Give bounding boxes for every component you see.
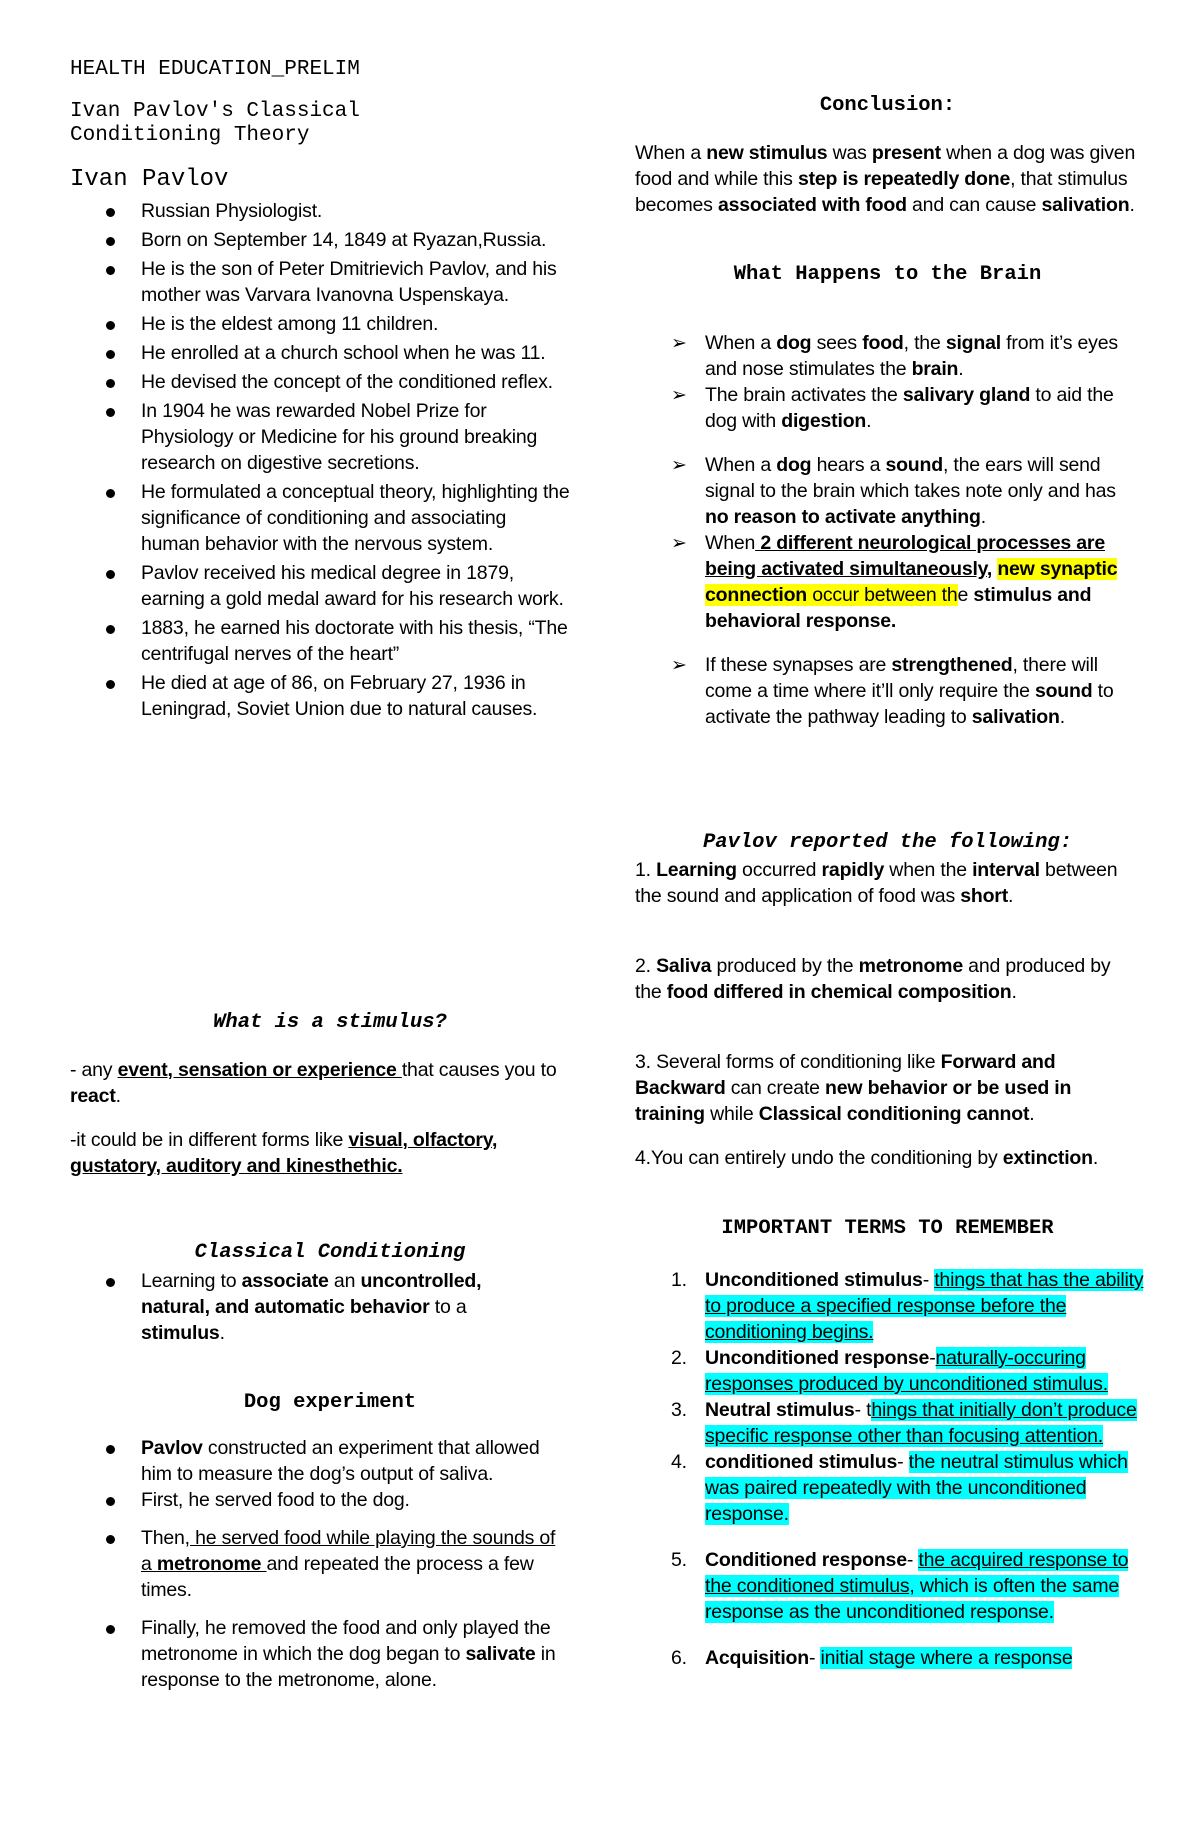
list-item: He devised the concept of the conditioned reflex. bbox=[70, 369, 570, 395]
list-item: 2. Unconditioned response-naturally-occuring responses produced by unconditioned stimulus. bbox=[671, 1347, 1108, 1395]
arrow-bullet-icon: ➢ bbox=[671, 654, 687, 676]
list-item: He died at age of 86, on February 27, 1936 in Leningrad, Soviet Union due to natural causes. bbox=[70, 670, 570, 722]
classical-conditioning-heading: Classical Conditioning bbox=[194, 1241, 466, 1264]
list-item: Then, he served food while playing the sounds of a metronome and repeated the process a few times. bbox=[70, 1525, 570, 1603]
stimulus-heading: What is a stimulus? bbox=[213, 1011, 447, 1034]
bullet-icon bbox=[106, 266, 115, 275]
conclusion-heading: Conclusion: bbox=[819, 94, 956, 117]
list-item: ➢ When a dog sees food, the signal from it’s eyes and nose stimulates the brain. bbox=[671, 332, 1118, 380]
bullet-icon bbox=[106, 625, 115, 634]
conclusion-paragraph: When a new stimulus was present when a dog was given food and while this step is repeatedly done, that stimulus becomes associated with food and can cause salivation. bbox=[635, 142, 1136, 216]
list-item: ➢ If these synapses are strengthened, there will come a time where it’ll only require the sound to activate the pathway leading to salivation. bbox=[671, 654, 1114, 728]
stimulus-forms: -it could be in different forms like visual, olfactory, gustatory, auditory and kinesthethic. bbox=[70, 1129, 498, 1177]
list-item: He formulated a conceptual theory, highlighting the significance of conditioning and associating human behavior with the nervous system. bbox=[70, 479, 570, 557]
subtitle-line-1: Ivan Pavlov's Classical bbox=[70, 100, 360, 123]
bullet-icon bbox=[106, 1497, 115, 1506]
arrow-bullet-icon: ➢ bbox=[671, 532, 687, 554]
reported-item-4: 4.You can entirely undo the conditioning by extinction. bbox=[635, 1147, 1099, 1169]
arrow-bullet-icon: ➢ bbox=[671, 454, 687, 476]
important-terms-list bbox=[635, 1267, 1145, 1671]
bullet-icon bbox=[106, 1625, 115, 1634]
dog-experiment-heading: Dog experiment bbox=[243, 1391, 417, 1414]
list-item: 3. Neutral stimulus- things that initially don’t produce specific response other than focusing attention. bbox=[671, 1399, 1137, 1447]
biography-list bbox=[70, 198, 570, 725]
list-item: He is the son of Peter Dmitrievich Pavlov, and his mother was Varvara Ivanovna Uspenskaya. bbox=[70, 256, 570, 308]
list-item: 1. Unconditioned stimulus- things that has the ability to produce a specified response before the conditioning begins. bbox=[671, 1269, 1144, 1343]
arrow-bullet-icon: ➢ bbox=[671, 384, 687, 406]
bullet-icon bbox=[106, 208, 115, 217]
reported-item-3: 3. Several forms of conditioning like Forward and Backward can create new behavior or be used in training while Classical conditioning cannot. bbox=[635, 1051, 1072, 1125]
list-item: First, he served food to the dog. bbox=[70, 1487, 570, 1513]
list-item: Pavlov constructed an experiment that allowed him to measure the dog’s output of saliva. bbox=[70, 1435, 570, 1487]
reported-item-2: 2. Saliva produced by the metronome and produced by the food differed in chemical composition. bbox=[635, 955, 1111, 1003]
bullet-icon bbox=[106, 237, 115, 246]
reported-item-1: 1. Learning occurred rapidly when the interval between the sound and application of food was short. bbox=[635, 859, 1118, 907]
bullet-icon bbox=[106, 570, 115, 579]
list-item: ➢ When 2 different neurological processes are being activated simultaneously, new synaptic connection occur between the stimulus and behavioral response. bbox=[671, 532, 1118, 632]
list-item: 5. Conditioned response- the acquired response to the conditioned stimulus, which is often the same response as the unconditioned response. bbox=[671, 1549, 1129, 1623]
reported-heading: Pavlov reported the following: bbox=[702, 831, 1073, 854]
list-item: 6. Acquisition- initial stage where a response bbox=[671, 1647, 1073, 1669]
list-item: Pavlov received his medical degree in 1879, earning a gold medal award for his research work. bbox=[70, 560, 570, 612]
brain-steps-list bbox=[635, 330, 1140, 730]
list-item: ➢ The brain activates the salivary gland to aid the dog with digestion. bbox=[671, 384, 1114, 432]
list-item: Born on September 14, 1849 at Ryazan,Russia. bbox=[70, 227, 570, 253]
list-item: In 1904 he was rewarded Nobel Prize for Physiology or Medicine for his ground breaking research on digestive secretions. bbox=[70, 398, 570, 476]
bullet-icon bbox=[106, 1445, 115, 1454]
bullet-icon bbox=[106, 350, 115, 359]
list-item: Finally, he removed the food and only played the metronome in which the dog began to salivate in response to the metronome, alone. bbox=[70, 1615, 570, 1693]
list-item: He enrolled at a church school when he was 11. bbox=[70, 340, 570, 366]
bullet-icon bbox=[106, 408, 115, 417]
classical-conditioning-list bbox=[70, 1268, 570, 1349]
bullet-icon bbox=[106, 489, 115, 498]
dog-experiment-list bbox=[70, 1435, 570, 1696]
list-item: Russian Physiologist. bbox=[70, 198, 570, 224]
name-heading: Ivan Pavlov bbox=[70, 166, 229, 193]
bullet-icon bbox=[106, 379, 115, 388]
arrow-bullet-icon: ➢ bbox=[671, 332, 687, 354]
bullet-icon bbox=[106, 680, 115, 689]
important-terms-heading: IMPORTANT TERMS TO REMEMBER bbox=[721, 1217, 1054, 1240]
bullet-icon bbox=[106, 321, 115, 330]
stimulus-definition: - any event, sensation or experience that causes you to react. bbox=[70, 1059, 557, 1107]
subtitle-line-2: Conditioning Theory bbox=[70, 124, 310, 147]
list-item: Learning to associate an uncontrolled, natural, and automatic behavior to a stimulus. bbox=[70, 1268, 570, 1346]
list-item: 4. conditioned stimulus- the neutral stimulus which was paired repeatedly with the unconditioned response. bbox=[671, 1451, 1128, 1525]
list-item: 1883, he earned his doctorate with his thesis, “The centrifugal nerves of the heart” bbox=[70, 615, 570, 667]
bullet-icon bbox=[106, 1535, 115, 1544]
bullet-icon bbox=[106, 1278, 115, 1287]
brain-heading: What Happens to the Brain bbox=[733, 263, 1042, 286]
document-title: HEALTH EDUCATION_PRELIM bbox=[70, 58, 360, 81]
list-item: ➢ When a dog hears a sound, the ears will send signal to the brain which takes note only and has no reason to activate anything. bbox=[671, 454, 1116, 528]
list-item: He is the eldest among 11 children. bbox=[70, 311, 570, 337]
